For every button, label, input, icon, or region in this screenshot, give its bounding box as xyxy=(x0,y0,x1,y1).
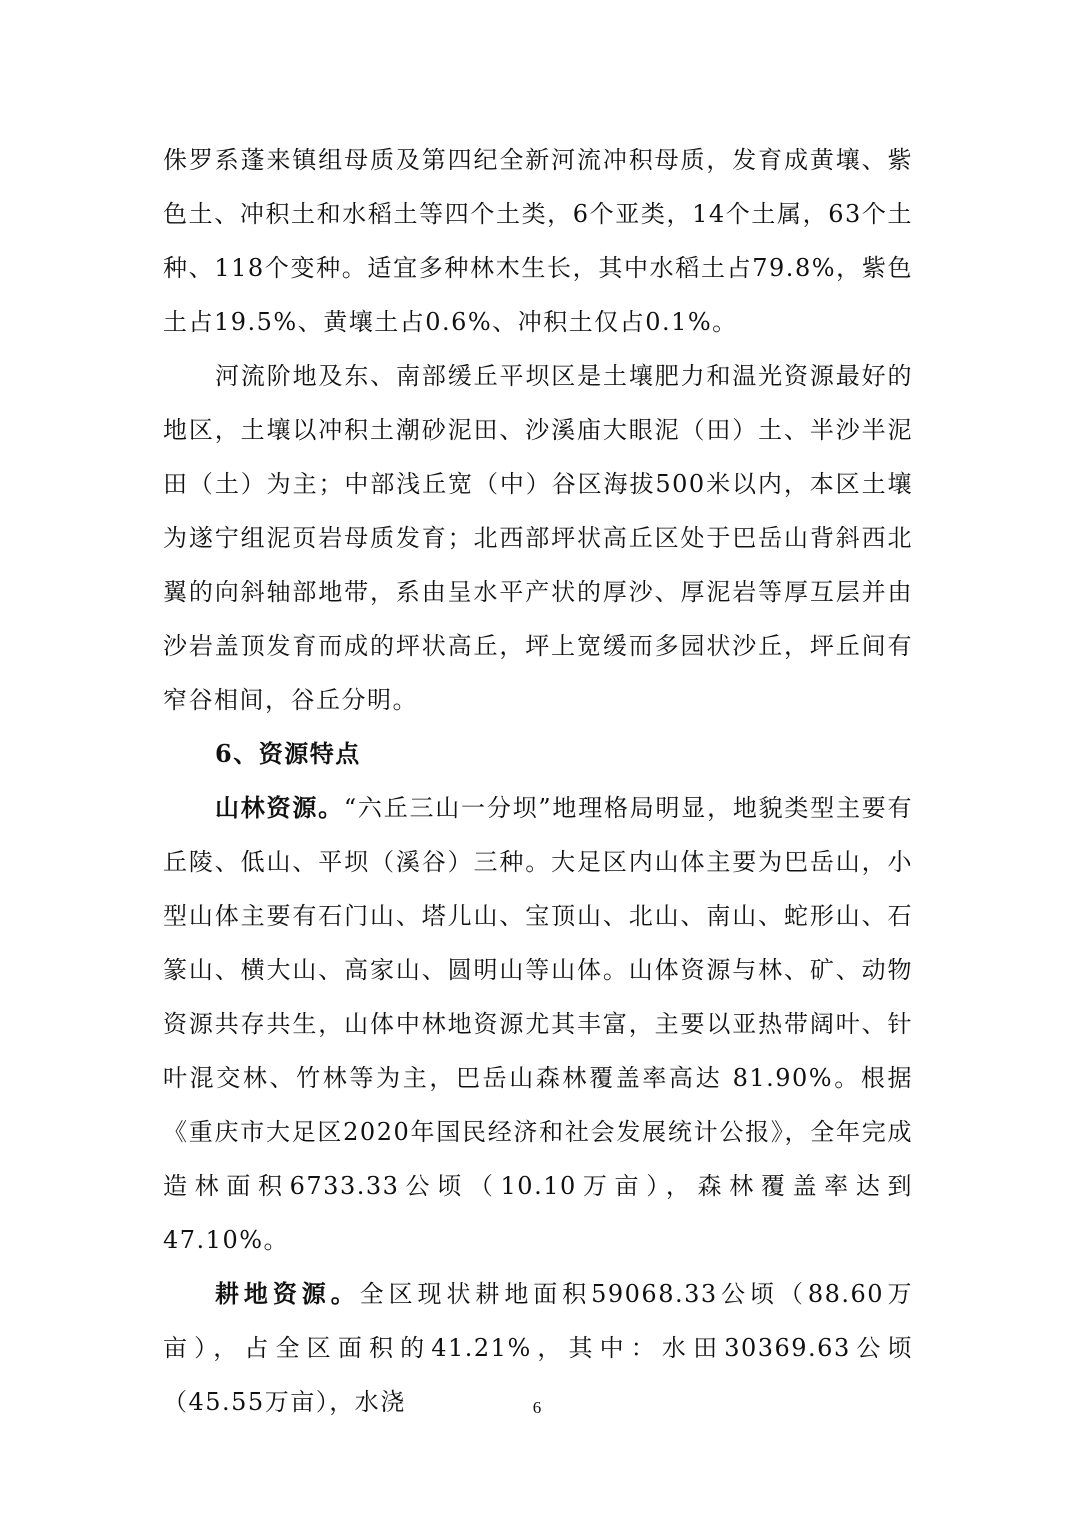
farmland-resources-lead: 耕地资源。 xyxy=(215,1279,360,1308)
forest-resources-lead: 山林资源。 xyxy=(215,793,344,822)
page-number: 6 xyxy=(532,1398,542,1417)
paragraph-soil-types: 侏罗系蓬来镇组母质及第四纪全新河流冲积母质，发育成黄壤、紫色土、冲积土和水稻土等四个土类，6个亚类，14个土属，63个土种、118个变种。适宜多种林木生长，其中水稻土占79.8%，紫色土占19.5%、黄壤土占0.6%、冲积土仅占0.1%。 xyxy=(163,146,913,336)
paragraph-forest-resources xyxy=(163,781,913,1267)
page-content xyxy=(163,133,913,1429)
farmland-resources-text: 全区现状耕地面积59068.33公顷（88.60万亩），占全区面积的41.21%，其中：水田30369.63公顷（45.55万亩），水浇 xyxy=(163,1280,914,1416)
forest-resources-text: “六丘三山一分坝”地理格局明显，地貌类型主要有丘陵、低山、平坝（溪谷）三种。大足区内山体主要为巴岳山，小型山体主要有石门山、塔儿山、宝顶山、北山、南山、蛇形山、石篆山、横大山、高家山、圆明山等山体。山体资源与林、矿、动物资源共存共生，山体中林地资源尤其丰富，主要以亚热带阔叶、针叶混交林、竹林等为主，巴岳山森林覆盖率高达 81.90%。根据《重庆市大足区2020年国民经济和社会发展统计公报》，全年完成造林面积6733.33公顷（10.10万亩），森林覆盖率达到47.10%。 xyxy=(163,794,914,1254)
section-heading: 6、资源特点 xyxy=(215,739,361,768)
paragraph-soil-regions: 河流阶地及东、南部缓丘平坝区是土壤肥力和温光资源最好的地区，土壤以冲积土潮砂泥田、沙溪庙大眼泥（田）土、半沙半泥田（土）为主；中部浅丘宽（中）谷区海拔500米以内，本区土壤为遂宁组泥页岩母质发育；北西部坪状高丘区处于巴岳山背斜西北翼的向斜轴部地带，系由呈水平产状的厚沙、厚泥岩等厚互层并由沙岩盖顶发育而成的坪状高丘，坪上宽缓而多园状沙丘，坪丘间有窄谷相间，谷丘分明。 xyxy=(163,362,913,714)
